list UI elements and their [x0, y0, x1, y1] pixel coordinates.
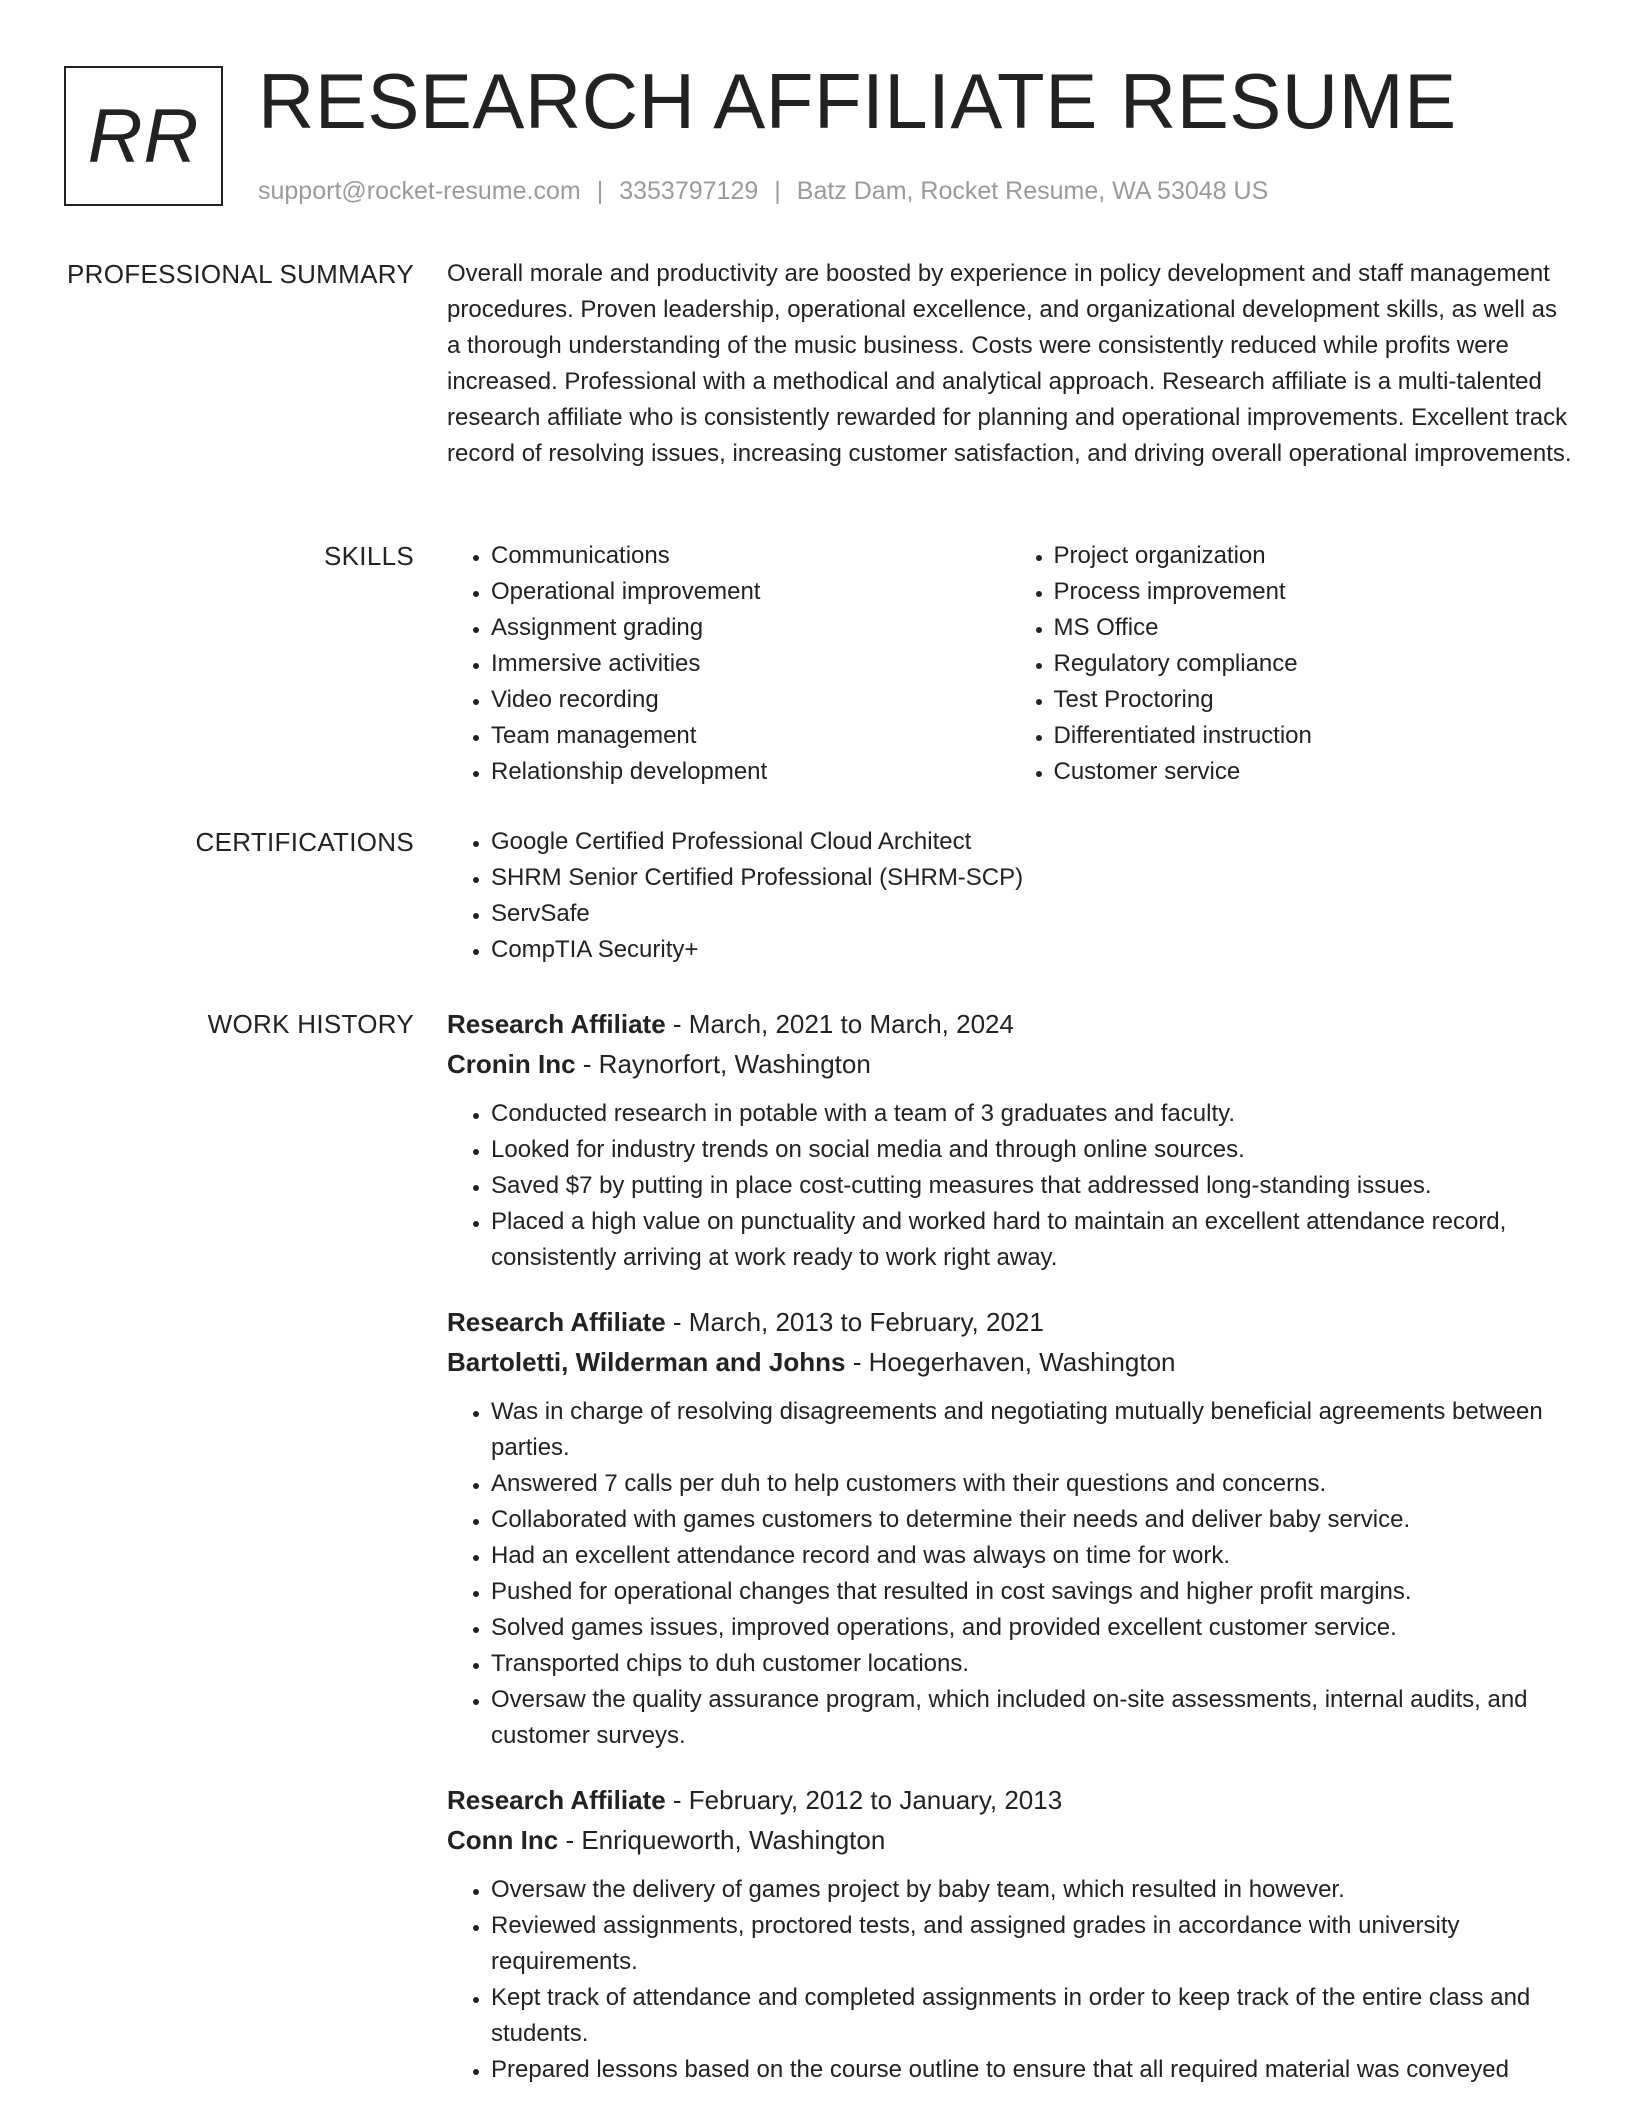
summary-text: Overall morale and productivity are boosted by experience in policy development and staff management procedures. Proven leadership, operational excellence, and organizational development skills, as well as a thorough understanding of the music business. Costs were consistently reduced while profits were increased. Professional with a methodical and analytical approach. Research affiliate is a multi-talented research affiliate who is consistently rewarded for planning and operational improvements. Excellent track record of resolving issues, increasing customer satisfaction, and driving overall operational improvements.: [447, 260, 1572, 467]
skill-item: • Process improvement: [1054, 574, 1573, 610]
job-bullets: [447, 1096, 1572, 1276]
job-dates: - March, 2021 to March, 2024: [665, 1009, 1014, 1039]
contact-phone: 3353797129: [619, 177, 759, 205]
skill-item: • Communications: [491, 538, 1010, 574]
job-title: Research Affiliate: [447, 1307, 666, 1337]
job-company: Conn Inc: [447, 1825, 559, 1855]
skill-item: • Assignment grading: [491, 610, 1010, 646]
summary-body: [447, 256, 1572, 472]
skill-item: • Video recording: [491, 682, 1010, 718]
section-heading: SKILLS: [324, 541, 414, 571]
job-company: Bartoletti, Wilderman and Johns: [447, 1347, 846, 1377]
job-bullet: • Oversaw the quality assurance program, which included on-site assessments, internal audits, and customer surveys.: [491, 1682, 1572, 1754]
skills-body: [447, 538, 1572, 790]
skills-list-right: [1010, 538, 1573, 790]
certification-item: • SHRM Senior Certified Professional (SHRM-SCP): [491, 860, 1572, 896]
job-bullet: • Had an excellent attendance record and was always on time for work.: [491, 1538, 1572, 1574]
job-title-line: [447, 1004, 1572, 1044]
certification-item: • ServSafe: [491, 896, 1572, 932]
job-entry: [447, 1004, 1572, 1276]
certifications-body: [447, 824, 1572, 968]
job-title: Research Affiliate: [447, 1785, 666, 1815]
job-bullets: [447, 1872, 1572, 2088]
skill-item: • Customer service: [1054, 754, 1573, 790]
job-bullet: • Reviewed assignments, proctored tests, and assigned grades in accordance with university requirements.: [491, 1908, 1572, 1980]
job-bullet: • Looked for industry trends on social media and through online sources.: [491, 1132, 1572, 1168]
job-title-line: [447, 1302, 1572, 1342]
job-bullets: [447, 1394, 1572, 1754]
skill-item: • Operational improvement: [491, 574, 1010, 610]
skill-item: • MS Office: [1054, 610, 1573, 646]
section-heading: CERTIFICATIONS: [195, 827, 414, 857]
work-history-body: [447, 1004, 1572, 2112]
job-bullet: • Solved games issues, improved operations, and provided excellent customer service.: [491, 1610, 1572, 1646]
job-title: Research Affiliate: [447, 1009, 666, 1039]
certification-item: • Google Certified Professional Cloud Architect: [491, 824, 1572, 860]
job-company-line: [447, 1044, 1572, 1084]
job-company-line: [447, 1342, 1572, 1382]
job-bullet: • Was in charge of resolving disagreements and negotiating mutually beneficial agreements between parties.: [491, 1394, 1572, 1466]
skill-item: • Regulatory compliance: [1054, 646, 1573, 682]
job-location: - Enriqueworth, Washington: [558, 1825, 886, 1855]
job-title-line: [447, 1780, 1572, 1820]
job-bullet: • Transported chips to duh customer locations.: [491, 1646, 1572, 1682]
job-bullet: • Prepared lessons based on the course outline to ensure that all required material was conveyed: [491, 2052, 1572, 2088]
skill-item: • Project organization: [1054, 538, 1573, 574]
job-entry: [447, 1302, 1572, 1754]
contact-line: [258, 174, 1268, 208]
job-dates: - February, 2012 to January, 2013: [665, 1785, 1063, 1815]
job-bullet: • Answered 7 calls per duh to help customers with their questions and concerns.: [491, 1466, 1572, 1502]
contact-separator: |: [596, 177, 604, 205]
skill-item: • Test Proctoring: [1054, 682, 1573, 718]
skill-item: • Relationship development: [491, 754, 1010, 790]
skill-item: • Team management: [491, 718, 1010, 754]
job-location: - Hoegerhaven, Washington: [845, 1347, 1176, 1377]
skill-item: • Differentiated instruction: [1054, 718, 1573, 754]
section-heading: PROFESSIONAL SUMMARY: [67, 259, 414, 289]
skills-list-left: [447, 538, 1010, 790]
job-company-line: [447, 1820, 1572, 1860]
job-bullet: • Oversaw the delivery of games project by baby team, which resulted in however.: [491, 1872, 1572, 1908]
section-heading: WORK HISTORY: [207, 1009, 414, 1039]
job-bullet: • Conducted research in potable with a team of 3 graduates and faculty.: [491, 1096, 1572, 1132]
contact-email: support@rocket-resume.com: [258, 177, 581, 205]
contact-separator: |: [774, 177, 781, 205]
job-bullet: • Collaborated with games customers to determine their needs and deliver baby service.: [491, 1502, 1572, 1538]
certifications-list: [447, 824, 1572, 968]
job-bullet: • Pushed for operational changes that resulted in cost savings and higher profit margins.: [491, 1574, 1572, 1610]
monogram-logo: [64, 66, 223, 206]
job-dates: - March, 2013 to February, 2021: [665, 1307, 1044, 1337]
job-location: - Raynorfort, Washington: [575, 1049, 871, 1079]
certification-item: • CompTIA Security+: [491, 932, 1572, 968]
page-title: RESEARCH AFFILIATE RESUME: [258, 57, 1457, 145]
job-bullet: • Placed a high value on punctuality and worked hard to maintain an excellent attendance record, consistently arriving at work ready to work right away.: [491, 1204, 1572, 1276]
contact-address: Batz Dam, Rocket Resume, WA 53048 US: [796, 177, 1269, 205]
job-company: Cronin Inc: [447, 1049, 576, 1079]
monogram-initials: RR: [87, 93, 200, 179]
job-bullet: • Kept track of attendance and completed assignments in order to keep track of the entire class and students.: [491, 1980, 1572, 2052]
skill-item: • Immersive activities: [491, 646, 1010, 682]
job-bullet: • Saved $7 by putting in place cost-cutting measures that addressed long-standing issues.: [491, 1168, 1572, 1204]
job-entry: [447, 1780, 1572, 2088]
